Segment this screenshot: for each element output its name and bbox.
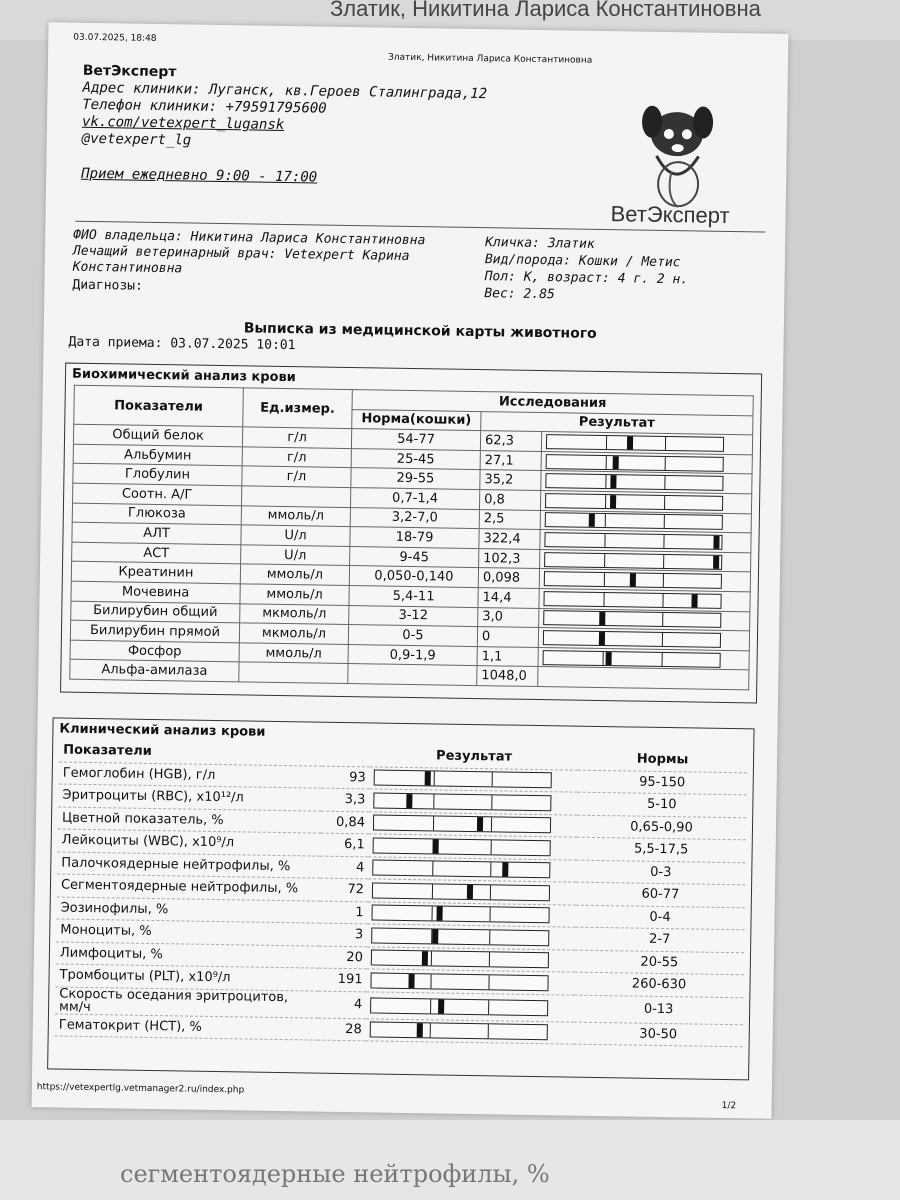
clinical-result-marker xyxy=(424,772,430,786)
bar-divider xyxy=(663,535,664,548)
biochem-param: Альбумин xyxy=(73,444,242,466)
clinical-param: Лейкоциты (WBC), x10⁹/л xyxy=(58,829,321,856)
clinical-bar-cell xyxy=(366,1018,574,1044)
biochem-result-marker xyxy=(713,555,719,568)
biochem-norm: 3,2-7,0 xyxy=(350,507,479,529)
bar-divider xyxy=(665,437,666,450)
biochem-result-bar xyxy=(544,552,722,570)
doctor-name: Лечащий ветеринарный врач: Vetexpert Карина Константиновна xyxy=(72,243,410,277)
pet-sex-age: Пол: К, возраст: 4 г. 2 н. xyxy=(484,269,689,288)
bar-divider xyxy=(429,1024,430,1038)
clinical-result-marker xyxy=(406,794,412,808)
bar-divider xyxy=(430,952,431,966)
clinical-result-marker xyxy=(436,907,442,921)
biochem-title: Биохимический анализ крови xyxy=(71,366,296,386)
pet-block xyxy=(484,234,689,305)
clinical-result-marker xyxy=(438,999,444,1013)
biochem-unit: мкмоль/л xyxy=(239,623,348,644)
biochem-unit xyxy=(242,486,351,507)
biochem-result-marker xyxy=(606,652,612,665)
print-header: Златик, Никитина Лариса Константиновна xyxy=(387,52,593,66)
clinical-value: 4 xyxy=(320,856,368,879)
biochem-result-bar xyxy=(545,512,723,530)
owner-block xyxy=(73,228,474,282)
biochem-result-bar xyxy=(545,493,723,511)
clinical-result-marker xyxy=(477,817,483,831)
biochem-result-bar xyxy=(546,434,724,452)
bar-divider xyxy=(433,817,434,831)
bar-divider xyxy=(489,953,490,967)
biochem-result-marker xyxy=(599,632,605,645)
clinical-bar-cell xyxy=(366,969,574,995)
clinical-bar-cell xyxy=(367,924,575,950)
biochem-header-study: Исследования xyxy=(352,390,753,416)
clinical-value: 1 xyxy=(319,901,367,924)
bar-divider xyxy=(604,593,605,606)
biochem-param: Билирубин общий xyxy=(71,601,240,623)
biochem-unit xyxy=(239,662,348,683)
clinical-result-bar xyxy=(373,837,551,856)
biochem-value: 3,0 xyxy=(478,607,540,628)
clinical-norm: 260-630 xyxy=(574,972,743,997)
clinical-result-bar xyxy=(374,770,552,789)
bar-divider xyxy=(664,496,665,509)
clinic-hours: Прием ежедневно 9:00 - 17:00 xyxy=(81,165,318,186)
clinical-result-bar xyxy=(370,972,548,991)
bar-divider xyxy=(492,795,493,809)
bar-divider xyxy=(492,773,493,787)
clinical-bar-cell xyxy=(367,901,575,927)
biochem-param: АСТ xyxy=(72,542,241,564)
clinic-address: Адрес клиники: Луганск, кв.Героев Сталинграда,12 xyxy=(82,79,488,103)
biochem-value: 14,4 xyxy=(478,588,540,609)
owner-name: ФИО владельца: Никитина Лариса Константиновна xyxy=(73,227,426,249)
bar-divider xyxy=(664,476,665,489)
clinical-header-param: Показатели xyxy=(59,740,322,766)
biochem-value: 62,3 xyxy=(480,431,542,452)
bar-divider xyxy=(489,975,490,989)
clinical-result-marker xyxy=(467,885,473,899)
clinical-title: Клинический анализ крови xyxy=(59,721,266,740)
biochem-result-marker xyxy=(691,594,697,607)
bar-divider xyxy=(663,555,664,568)
pet-weight: Вес: 2.85 xyxy=(484,286,555,303)
clinical-param: Эритроциты (RBC), x10¹²/л xyxy=(58,784,321,811)
biochem-norm: 29-55 xyxy=(351,468,480,490)
biochem-param: Билирубин прямой xyxy=(70,620,239,642)
clinical-norm: 0,65-0,90 xyxy=(577,815,746,840)
biochem-bar-cell xyxy=(538,667,749,690)
biochem-param: Глобулин xyxy=(73,464,242,486)
bar-divider xyxy=(488,1000,489,1014)
clinical-value: 93 xyxy=(322,766,370,789)
biochem-norm: 0,050-0,140 xyxy=(349,566,478,588)
biochem-unit: ммоль/л xyxy=(240,584,349,605)
biochem-value: 27,1 xyxy=(480,450,542,471)
clinical-result-bar xyxy=(370,1022,548,1041)
clinical-param: Гемоглобин (HGB), г/л xyxy=(59,762,322,789)
clinical-bar-cell xyxy=(369,811,577,837)
biochem-result-marker xyxy=(611,475,617,488)
bar-divider xyxy=(491,863,492,877)
biochem-param: АЛТ xyxy=(72,522,241,544)
biochem-param: Креатинин xyxy=(71,562,240,584)
biochem-header-norm: Норма(кошки) xyxy=(352,409,481,431)
clinical-norm: 20-55 xyxy=(575,950,744,975)
biochem-result-bar xyxy=(543,630,721,648)
biochem-result-bar xyxy=(544,610,722,628)
biochem-value: 322,4 xyxy=(479,529,541,550)
clinical-value: 4 xyxy=(318,991,366,1019)
clinical-norm: 0-4 xyxy=(575,905,744,930)
pet-breed: Вид/порода: Кошки / Метис xyxy=(484,252,681,271)
clinical-result-marker xyxy=(422,951,428,965)
bar-divider xyxy=(663,515,664,528)
biochem-result-marker xyxy=(627,436,633,449)
clinical-value: 20 xyxy=(319,946,367,969)
biochem-unit: мкмоль/л xyxy=(240,603,349,624)
clinical-norm: 0-13 xyxy=(574,995,743,1025)
bar-divider xyxy=(662,613,663,626)
clinical-header-result: Результат xyxy=(370,744,578,769)
clinical-result-marker xyxy=(432,839,438,853)
biochem-result-marker xyxy=(713,536,719,549)
clinical-norm: 30-50 xyxy=(574,1022,743,1047)
biochem-unit: г/л xyxy=(242,466,351,487)
clinical-param: Скорость оседания эритроцитов, мм/ч xyxy=(55,986,318,1017)
biochem-norm: 5,4-11 xyxy=(349,585,478,607)
biochem-unit: ммоль/л xyxy=(241,505,350,526)
biochem-result-bar xyxy=(546,473,724,491)
biochem-result-bar xyxy=(544,591,722,609)
biochem-result-bar xyxy=(545,532,723,550)
printed-page xyxy=(32,22,789,1118)
bar-divider xyxy=(662,633,663,646)
diagnoses-label: Диагнозы: xyxy=(72,277,144,294)
bar-divider xyxy=(661,652,662,665)
clinical-table xyxy=(55,740,748,1048)
biochem-result-marker xyxy=(613,456,619,469)
biochem-value: 1,1 xyxy=(477,646,539,667)
biochem-norm: 3-12 xyxy=(349,605,478,627)
clinical-value: 6,1 xyxy=(321,833,369,856)
clinical-param: Эозинофилы, % xyxy=(56,896,319,923)
footer-url: https://vetexpertlg.vetmanager2.ru/index.php xyxy=(36,1082,245,1096)
clinical-header-norm: Нормы xyxy=(578,748,747,773)
bar-divider xyxy=(433,772,434,786)
biochem-table xyxy=(69,385,754,691)
bar-divider xyxy=(491,840,492,854)
footer-page-number: 1/2 xyxy=(721,1100,737,1112)
pet-name: Кличка: Златик xyxy=(485,235,595,252)
biochem-result-marker xyxy=(610,495,616,508)
clinical-bar-cell xyxy=(369,789,577,815)
biochem-result-bar xyxy=(544,571,722,589)
biochem-result-bar xyxy=(543,650,721,668)
biochem-param: Общий белок xyxy=(73,424,242,446)
clinical-result-bar xyxy=(371,927,549,946)
bar-divider xyxy=(604,554,605,567)
clinical-value: 0,84 xyxy=(321,811,369,834)
clinical-param: Моноциты, % xyxy=(56,919,319,946)
bar-divider xyxy=(606,436,607,449)
biochem-param: Глюкоза xyxy=(72,503,241,525)
clinical-bar-cell xyxy=(368,856,576,882)
biochem-result-marker xyxy=(630,574,636,587)
bar-divider xyxy=(605,495,606,508)
clinic-info xyxy=(81,63,487,189)
clinical-result-marker xyxy=(409,974,415,988)
bar-divider xyxy=(490,885,491,899)
clinical-norm: 5,5-17,5 xyxy=(576,837,745,862)
biochem-norm xyxy=(348,664,477,686)
underlying-text: сегментоядерные нейтрофилы, % xyxy=(120,1160,550,1188)
clinical-result-bar xyxy=(370,997,548,1016)
clinic-name: ВетЭксперт xyxy=(82,62,177,81)
bar-divider xyxy=(605,514,606,527)
bar-divider xyxy=(489,930,490,944)
clinical-result-bar xyxy=(373,792,551,811)
bar-divider xyxy=(604,534,605,547)
biochem-value: 1048,0 xyxy=(477,666,539,687)
biochem-norm: 0,9-1,9 xyxy=(348,644,477,666)
window-title: Златик, Никитина Лариса Константиновна xyxy=(330,0,761,21)
biochem-header-unit: Ед.измер. xyxy=(243,388,353,429)
bar-divider xyxy=(662,594,663,607)
biochem-param: Альфа-амилаза xyxy=(70,659,239,681)
bar-divider xyxy=(490,908,491,922)
clinical-result-marker xyxy=(502,863,508,877)
biochem-unit: г/л xyxy=(242,447,351,468)
clinical-param: Сегментоядерные нейтрофилы, % xyxy=(57,874,320,901)
clinical-norm: 60-77 xyxy=(576,882,745,907)
clinical-result-bar xyxy=(371,905,549,924)
bar-divider xyxy=(662,574,663,587)
clinical-bar-cell xyxy=(368,879,576,905)
bar-divider xyxy=(432,884,433,898)
bar-divider xyxy=(491,818,492,832)
biochem-value: 0,098 xyxy=(478,568,540,589)
biochem-header-param: Показатели xyxy=(74,385,244,427)
bar-divider xyxy=(605,475,606,488)
bar-divider xyxy=(488,1025,489,1039)
biochem-norm: 25-45 xyxy=(351,448,480,470)
bar-divider xyxy=(433,794,434,808)
biochem-value: 0 xyxy=(477,627,539,648)
biochem-result-marker xyxy=(589,514,595,527)
biochem-param: Мочевина xyxy=(71,581,240,603)
biochem-unit: ммоль/л xyxy=(240,564,349,585)
clinical-value: 191 xyxy=(318,968,366,991)
bar-divider xyxy=(430,999,431,1013)
clinical-norm: 95-150 xyxy=(578,770,747,795)
biochem-value: 2,5 xyxy=(479,509,541,530)
clinical-norm: 5-10 xyxy=(577,792,746,817)
document-title: Выписка из медицинской карты животного xyxy=(243,320,597,342)
clinical-result-bar xyxy=(371,950,549,969)
clinical-result-bar xyxy=(372,860,550,879)
clinic-phone: Телефон клиники: +79591795600 xyxy=(82,96,327,117)
clinical-param: Гематокрит (HCT), % xyxy=(55,1013,318,1040)
biochem-panel xyxy=(60,363,762,704)
clinical-result-marker xyxy=(417,1023,423,1037)
biochem-norm: 0,7-1,4 xyxy=(350,488,479,510)
biochem-norm: 0-5 xyxy=(348,625,477,647)
clinical-value: 72 xyxy=(320,878,368,901)
bar-divider xyxy=(664,457,665,470)
clinical-bar-cell xyxy=(369,834,577,860)
print-date: 03.07.2025, 18:48 xyxy=(73,32,157,44)
clinical-result-bar xyxy=(373,815,551,834)
biochem-unit: г/л xyxy=(242,427,351,448)
clinical-param: Лимфоциты, % xyxy=(56,941,319,968)
clinic-logo-text: ВетЭксперт xyxy=(610,201,730,228)
biochem-value: 0,8 xyxy=(479,490,541,511)
bar-divider xyxy=(604,573,605,586)
clinical-result-bar xyxy=(372,882,550,901)
biochem-param: Соотн. А/Г xyxy=(73,483,242,505)
biochem-value: 35,2 xyxy=(480,470,542,491)
biochem-result-marker xyxy=(600,612,606,625)
clinical-value: 28 xyxy=(318,1018,366,1041)
biochem-value: 102,3 xyxy=(479,548,541,569)
clinical-bar-cell xyxy=(367,946,575,972)
biochem-unit: U/л xyxy=(241,545,350,566)
biochem-result-bar xyxy=(546,454,724,472)
bar-divider xyxy=(603,652,604,665)
clinical-value: 3,3 xyxy=(321,788,369,811)
clinical-norm: 0-3 xyxy=(576,860,745,885)
biochem-norm: 9-45 xyxy=(350,546,479,568)
bar-divider xyxy=(432,862,433,876)
underlying-sheet xyxy=(0,1120,900,1200)
clinical-param: Тромбоциты (PLT), x10⁹/л xyxy=(55,964,318,991)
biochem-norm: 18-79 xyxy=(350,527,479,549)
clinic-vk-link[interactable]: vk.com/vetexpert_lugansk xyxy=(81,113,285,133)
clinical-bar-cell xyxy=(366,991,574,1021)
clinical-value: 3 xyxy=(319,923,367,946)
clinical-param: Цветной показатель, % xyxy=(58,807,321,834)
bar-divider xyxy=(606,456,607,469)
biochem-unit: ммоль/л xyxy=(239,643,348,664)
bar-divider xyxy=(431,907,432,921)
biochem-norm: 54-77 xyxy=(351,429,480,451)
clinic-handle: @vetexpert_lg xyxy=(81,130,192,149)
bar-divider xyxy=(430,974,431,988)
visit-date: Дата приема: 03.07.2025 10:01 xyxy=(68,334,296,354)
clinical-bar-cell xyxy=(370,766,578,792)
clinical-panel xyxy=(47,717,754,1080)
clinical-result-marker xyxy=(433,929,439,943)
biochem-unit: U/л xyxy=(241,525,350,546)
biochem-param: Фосфор xyxy=(70,640,239,662)
clinical-param: Палочкоядерные нейтрофилы, % xyxy=(57,851,320,878)
biochem-header-result: Результат xyxy=(481,411,753,435)
clinical-norm: 2-7 xyxy=(575,927,744,952)
